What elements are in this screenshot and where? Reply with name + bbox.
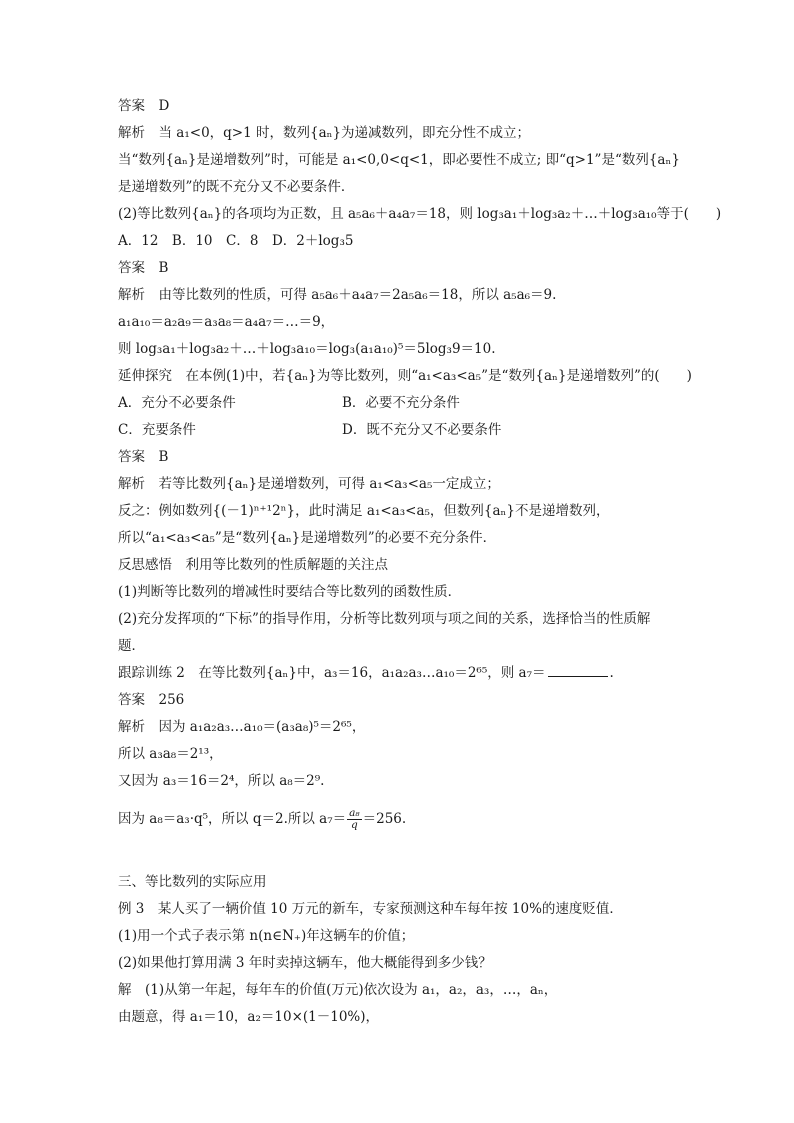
analysis-1: 解析 当 a₁<0，q>1 时，数列{aₙ}为递减数列，即充分性不成立； [118,125,531,141]
analysis-4: 解析 因为 a₁a₂a₃…a₁₀＝(a₃a₈)⁵＝2⁶⁵， [118,719,366,735]
option-a: A．充分不必要条件 [118,395,236,411]
analysis-1-cont2: 是递增数列”的既不充分又不必要条件． [118,179,355,195]
analysis-4-cont: 所以 a₃a₈＝2¹³， [118,746,223,762]
practice-2-period: . [609,665,614,681]
solution-1: 解 (1)从第一年起，每年车的价值(万元)依次设为 a₁，a₂，a₃，…，aₙ， [118,982,558,998]
fraction-denominator: q [351,819,358,831]
analysis-1-cont: 当“数列{aₙ}是递增数列”时，可能是 a₁<0,0<q<1，即必要性不成立; 即“q>1”是“数列{aₙ} [118,152,680,168]
extension-options-row1 [118,394,688,412]
analysis-3-cont: 反之：例如数列{(－1)ⁿ⁺¹2ⁿ}，此时满足 a₁<a₃<a₅，但数列{aₙ}不是递增数列， [118,503,610,519]
question-2-options: A．12 B．10 C．8 D．2＋log₃5 [118,233,354,249]
analysis-4-cont3 [118,806,688,832]
answer-2: 答案 B [118,260,169,276]
analysis-2-cont2: 则 log₃a₁＋log₃a₂＋…＋log₃a₁₀＝log₃(a₁a₁₀)⁵＝5log₃9＝10. [118,341,496,357]
fraction-numerator: a₈ [349,807,360,819]
example-3-part-1: (1)用一个式子表示第 n(n∈N₊)年这辆车的价值； [118,928,415,944]
analysis-4-result: ＝256. [362,811,407,827]
option-d: D．既不充分又不必要条件 [342,422,502,438]
solution-1-cont: 由题意，得 a₁＝10，a₂＝10×(1－10%)， [118,1009,380,1025]
analysis-2: 解析 由等比数列的性质，可得 a₅a₆＋a₄a₇＝2a₅a₆＝18，所以 a₅a₆＝9. [118,287,557,303]
answer-4: 答案 256 [118,692,185,708]
analysis-3: 解析 若等比数列{aₙ}是递增数列，可得 a₁<a₃<a₅一定成立； [118,476,500,492]
reflection-point-2: (2)充分发挥项的“下标”的指导作用，分析等比数列项与项之间的关系，选择恰当的性质解 [118,611,651,627]
answer-blank [548,664,608,677]
example-3: 例 3 某人买了一辆价值 10 万元的新车，专家预测这种车每年按 10%的速度贬值． [118,901,623,917]
reflection-point-1: (1)判断等比数列的增减性时要结合等比数列的函数性质． [118,584,462,600]
reflection-title: 反思感悟 利用等比数列的性质解题的关注点 [118,557,388,573]
extension-question: 延伸探究 在本例(1)中，若{aₙ}为等比数列，则“a₁<a₃<a₅”是“数列{aₙ}是递增数列”的( ) [118,368,692,384]
reflection-point-2-cont: 题． [118,638,145,654]
extension-options-row2 [118,421,688,439]
answer-1: 答案 D [118,98,170,114]
question-2: (2)等比数列{aₙ}的各项均为正数，且 a₅a₆＋a₄a₇＝18，则 log₃a₁＋log₃a₂＋…＋log₃a₁₀等于( ) [118,206,722,222]
practice-2 [118,664,688,682]
example-3-part-2: (2)如果他打算用满 3 年时卖掉这辆车，他大概能得到多少钱？ [118,955,492,971]
analysis-2-cont: a₁a₁₀＝a₂a₉＝a₃a₈＝a₄a₇＝…＝9， [118,314,335,330]
section-title: 三、等比数列的实际应用 [118,874,267,890]
analysis-4-cont2: 又因为 a₃＝16＝2⁴，所以 a₈＝2⁹. [118,773,325,789]
option-b: B．必要不充分条件 [342,395,460,411]
fraction [347,808,361,831]
analysis-4-cont3-text: 因为 a₈＝a₃·q⁵，所以 q＝2.所以 a₇＝ [118,811,347,827]
option-c: C．充要条件 [118,422,196,438]
analysis-3-cont2: 所以“a₁<a₃<a₅”是“数列{aₙ}是递增数列”的必要不充分条件． [118,530,497,546]
practice-2-text: 跟踪训练 2 在等比数列{aₙ}中，a₃＝16，a₁a₂a₃…a₁₀＝2⁶⁵，则 a₇＝ [118,665,546,681]
answer-3: 答案 B [118,449,169,465]
